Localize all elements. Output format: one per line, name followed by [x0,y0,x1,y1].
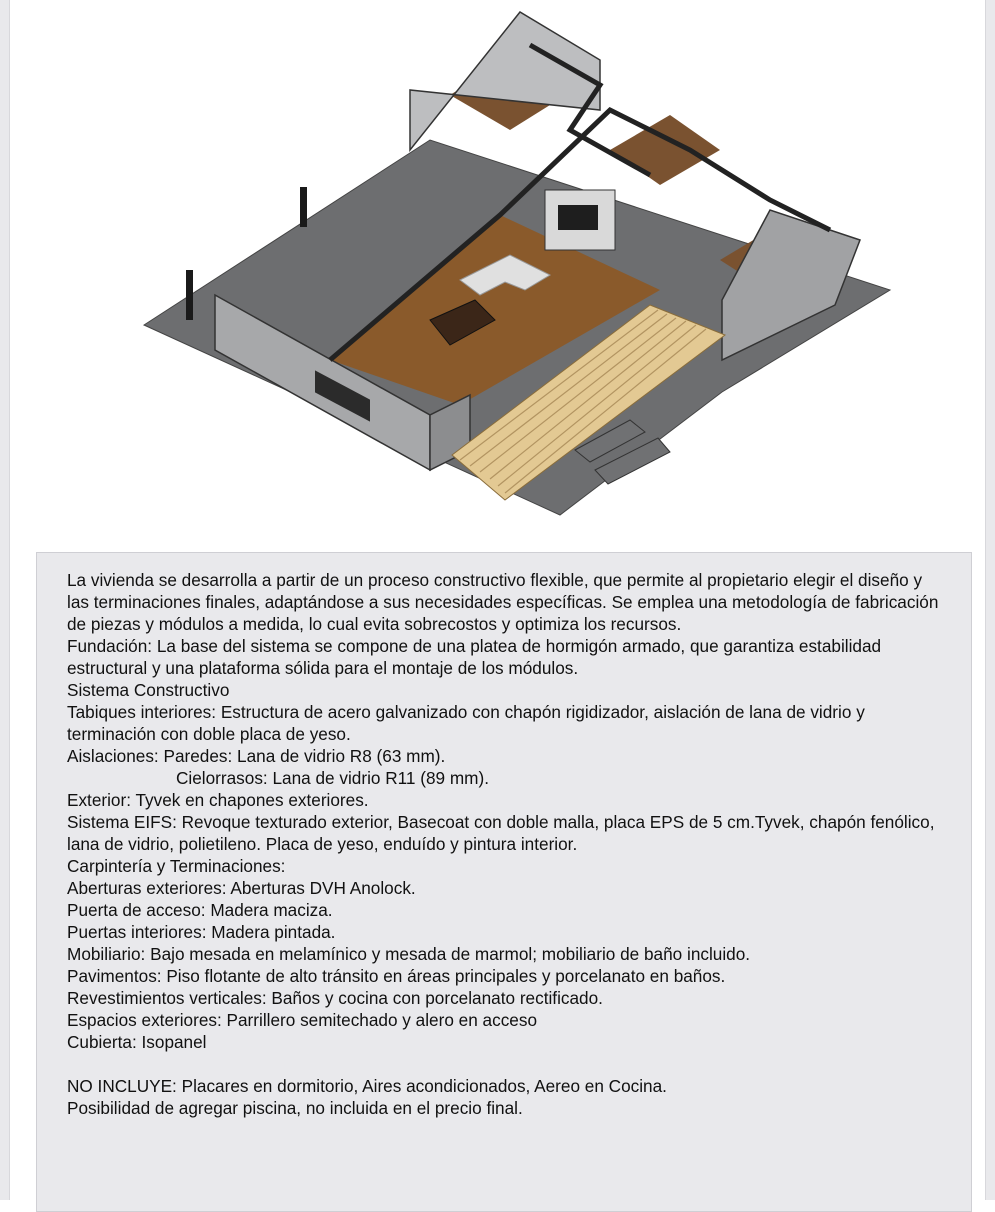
bedroom-floor-2 [610,115,720,185]
post-1 [300,187,307,227]
no-incluye-line: NO INCLUYE: Placares en dormitorio, Aires acondicionados, Aereo en Cocina. [67,1076,667,1096]
house-isometric-render [130,0,910,530]
aberturas-line: Aberturas exteriores: Aberturas DVH Anolock. [67,878,416,898]
eifs-line: Sistema EIFS: Revoque texturado exterior, Basecoat con doble malla, placa EPS de 5 cm.Tyvek, chapón fenólico, lana de vidrio, polietileno. Placa de yeso, enduído y pintura interior. [67,812,935,854]
description-panel [36,552,972,1212]
exterior-line: Exterior: Tyvek en chapones exteriores. [67,790,369,810]
mobiliario-line: Mobiliario: Bajo mesada en melamínico y mesada de marmol; mobiliario de baño incluido. [67,944,751,964]
espacios-exteriores-line: Espacios exteriores: Parrillero semitechado y alero en acceso [67,1010,538,1030]
left-page-edge [0,0,10,1200]
fundacion-line: Fundación: La base del sistema se compone de una platea de hormigón armado, que garantiza estabilidad estructural y una plataforma sólida para el montaje de los módulos. [67,636,882,678]
puertas-interiores-line: Puertas interiores: Madera pintada. [67,922,336,942]
tabiques-line: Tabiques interiores: Estructura de acero galvanizado con chapón rigidizador, aislación de lana de vidrio y terminación con doble placa de yeso. [67,702,865,744]
spacer [67,1053,947,1075]
piscina-line: Posibilidad de agregar piscina, no incluida en el precio final. [67,1098,523,1118]
tv-screen [558,205,598,230]
pavimentos-line: Pavimentos: Piso flotante de alto tránsito en áreas principales y porcelanato en baños. [67,966,726,986]
carpinteria-heading: Carpintería y Terminaciones: [67,856,286,876]
intro-paragraph: La vivienda se desarrolla a partir de un proceso constructivo flexible, que permite al propietario elegir el diseño y las terminaciones finales, adaptándose a sus necesidades específicas. Se emplea una metodología de fabricación de piezas y módulos a medida, lo cual evita sobrecostos y optimiza los recursos. [67,570,939,634]
revestimientos-line: Revestimientos verticales: Baños y cocina con porcelanato rectificado. [67,988,603,1008]
right-page-edge [985,0,995,1200]
aislaciones-line: Aislaciones: Paredes: Lana de vidrio R8 (63 mm). [67,746,446,766]
description-text [67,569,947,1119]
puerta-acceso-line: Puerta de acceso: Madera maciza. [67,900,333,920]
sistema-constructivo-heading: Sistema Constructivo [67,680,230,700]
cubierta-line: Cubierta: Isopanel [67,1032,207,1052]
post-2 [186,270,193,320]
cielorrasos-line: Cielorrasos: Lana de vidrio R11 (89 mm). [176,768,489,788]
